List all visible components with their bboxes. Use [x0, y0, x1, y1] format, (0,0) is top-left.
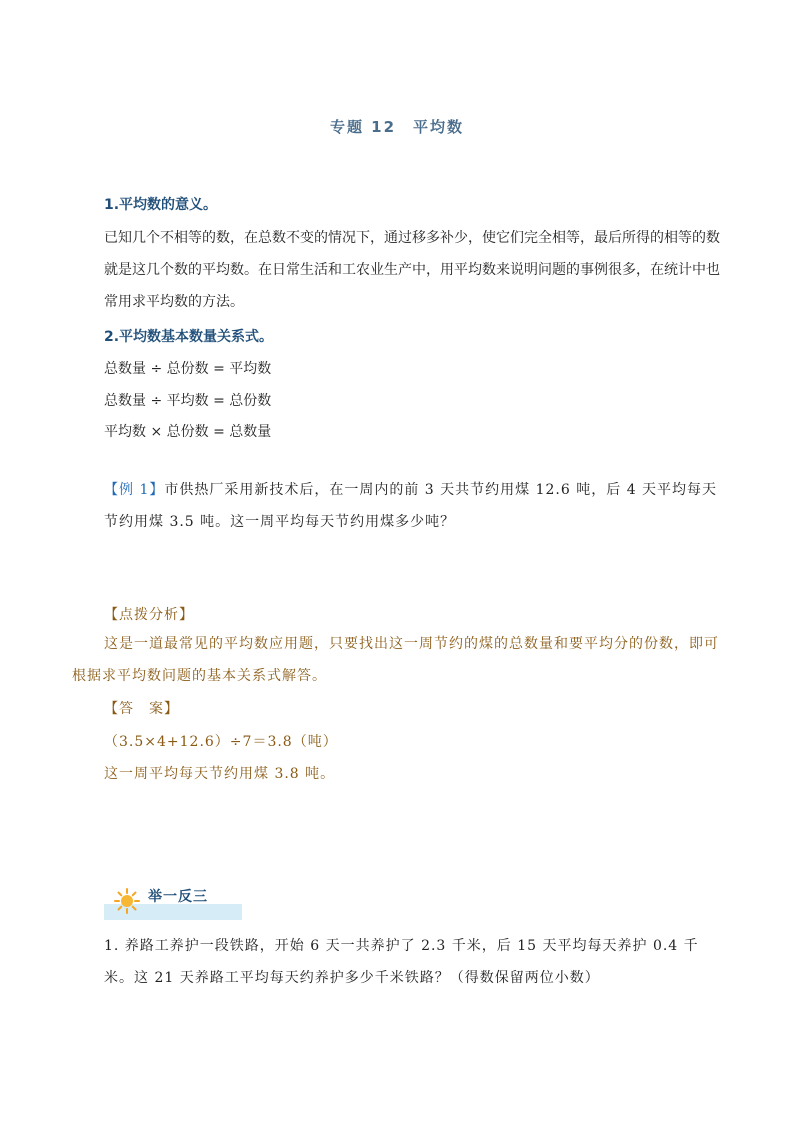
formula-3: 平均数 × 总份数 = 总数量 [104, 424, 272, 440]
analysis-text: 这是一道最常见的平均数应用题，只要找出这一周节约的煤的总数量和要平均分的份数，即可根据求平均数问题的基本关系式解答。 [72, 636, 719, 684]
formula-1: 总数量 ÷ 总份数 = 平均数 [104, 361, 272, 377]
example-text: 市供热厂采用新技术后，在一周内的前 3 天共节约用煤 12.6 吨，后 4 天平均每天节约用煤 3.5 吨。这一周平均每天节约用煤多少吨？ [104, 482, 718, 530]
answer-formula: （3.5×4+12.6）÷7＝3.8（吨） [104, 734, 338, 750]
section2-heading: 2.平均数基本数量关系式。 [104, 329, 274, 345]
answer-heading: 【答 案】 [104, 701, 179, 717]
practice-banner [104, 886, 242, 920]
section1-heading: 1.平均数的意义。 [104, 197, 218, 213]
answer-conclusion: 这一周平均每天节约用煤 3.8 吨。 [104, 766, 336, 782]
practice-question-1: 1. 养路工养护一段铁路，开始 6 天一共养护了 2.3 千米，后 15 天平均每天养护 0.4 千米。这 21 天养路工平均每天约养护多少千米铁路？（得数保留两位小数） [104, 938, 699, 986]
page-title: 专题 12 平均数 [329, 118, 465, 136]
example-1 [104, 474, 724, 538]
section1-text: 已知几个不相等的数，在总数不变的情况下，通过移多补少，使它们完全相等，最后所得的相等的数就是这几个数的平均数。在日常生活和工农业生产中，用平均数来说明问题的事例很多，在统计中也常用求平均数的方法。 [104, 230, 720, 310]
banner-label: 举一反三 [148, 889, 208, 905]
analysis-heading: 【点拨分析】 [104, 607, 194, 623]
formula-2: 总数量 ÷ 平均数 = 总份数 [104, 393, 272, 409]
example-tag: 【例 1】 [104, 482, 165, 498]
sun-icon [114, 888, 140, 914]
